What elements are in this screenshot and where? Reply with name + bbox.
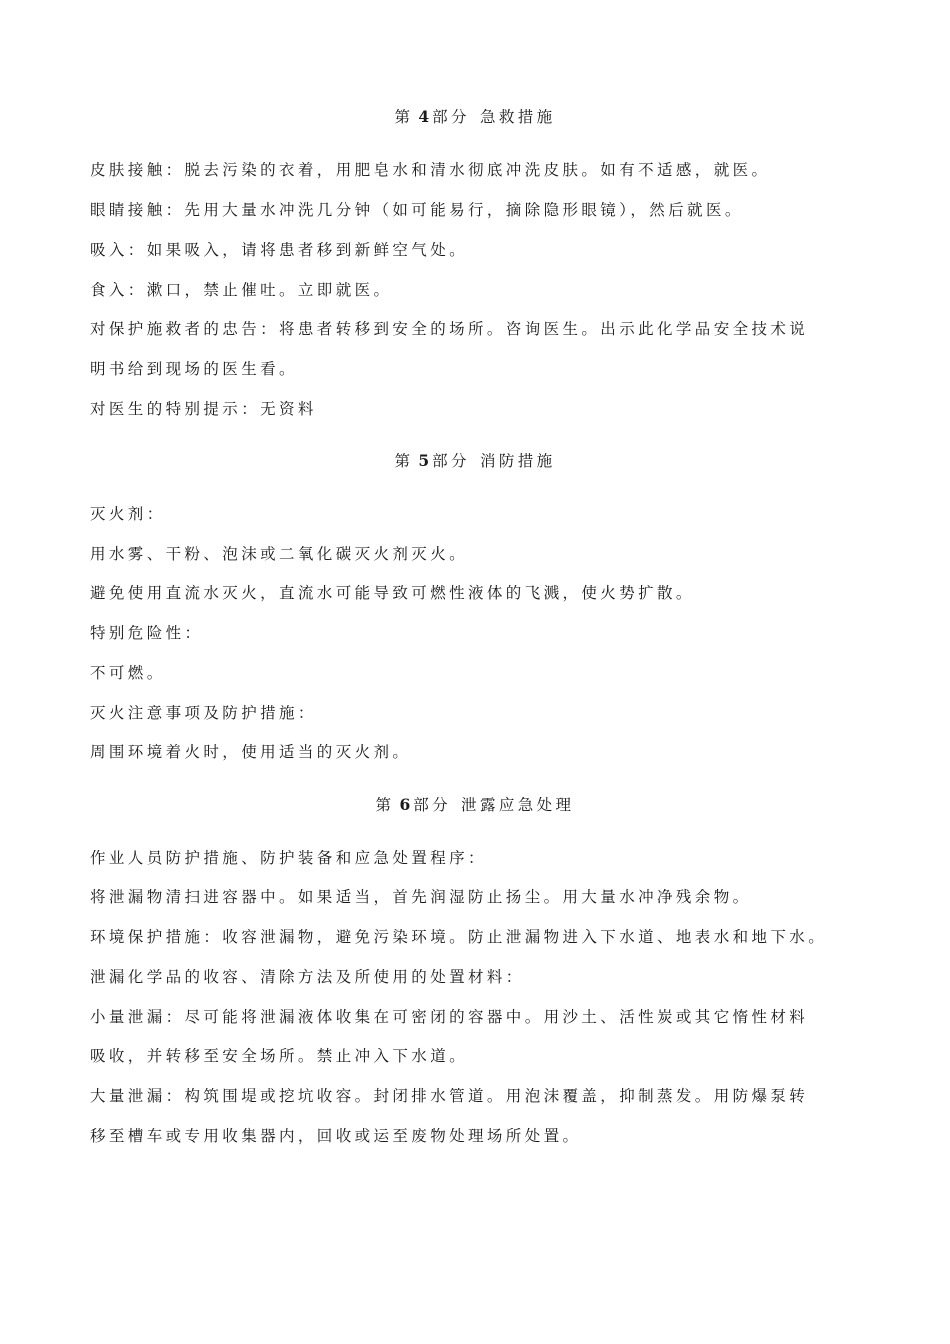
paragraph-line: 周围环境着火时，使用适当的灭火剂。: [90, 743, 412, 761]
heading-prefix: 第: [375, 796, 395, 814]
paragraph-line: 对保护施救者的忠告：将患者转移到安全的场所。咨询医生。出示此化学品安全技术说: [90, 320, 809, 338]
paragraph-line: 对医生的特别提示：无资料: [90, 400, 317, 418]
paragraph-line: 食入：漱口，禁止催吐。立即就医。: [90, 281, 393, 299]
heading-suffix: 部分: [432, 452, 470, 470]
section-heading-5: [0, 451, 950, 471]
paragraph-line: 移至槽车或专用收集器内，回收或运至废物处理场所处置。: [90, 1127, 582, 1145]
heading-title: 急救措施: [479, 108, 556, 126]
paragraph-line: 环境保护措施：收容泄漏物，避免污染环境。防止泄漏物进入下水道、地表水和地下水。: [90, 928, 828, 946]
heading-prefix: 第: [394, 452, 414, 470]
paragraph-line: 吸收，并转移至安全场所。禁止冲入下水道。: [90, 1047, 469, 1065]
paragraph-line: 不可燃。: [90, 664, 166, 682]
paragraph-line: 吸入：如果吸入，请将患者移到新鲜空气处。: [90, 241, 469, 259]
paragraph-line: 泄漏化学品的收容、清除方法及所使用的处置材料：: [90, 968, 525, 986]
section-heading-6: [0, 795, 950, 815]
heading-number: 6: [399, 795, 411, 814]
heading-suffix: 部分: [413, 796, 452, 814]
paragraph-line: 作业人员防护措施、防护装备和应急处置程序：: [90, 849, 487, 867]
heading-suffix: 部分: [432, 108, 470, 126]
paragraph-line: 将泄漏物清扫进容器中。如果适当，首先润湿防止扬尘。用大量水冲净残余物。: [90, 888, 752, 906]
heading-title: 泄露应急处理: [461, 796, 575, 814]
paragraph-line: 明书给到现场的医生看。: [90, 360, 298, 378]
heading-number: 5: [418, 451, 430, 470]
paragraph-line: 眼睛接触：先用大量水冲洗几分钟（如可能易行，摘除隐形眼镜），然后就医。: [90, 201, 744, 219]
paragraph-line: 特别危险性：: [90, 624, 204, 642]
paragraph-line: 用水雾、干粉、泡沫或二氧化碳灭火剂灭火。: [90, 545, 469, 563]
paragraph-line: 大量泄漏：构筑围堤或挖坑收容。封闭排水管道。用泡沫覆盖，抑制蒸发。用防爆泵转: [90, 1087, 809, 1105]
paragraph-line: 小量泄漏：尽可能将泄漏液体收集在可密闭的容器中。用沙土、活性炭或其它惰性材料: [90, 1008, 809, 1026]
paragraph-line: 灭火注意事项及防护措施：: [90, 704, 317, 722]
heading-prefix: 第: [394, 108, 414, 126]
paragraph-line: 灭火剂：: [90, 505, 166, 523]
heading-title: 消防措施: [479, 452, 556, 470]
paragraph-line: 避免使用直流水灭火，直流水可能导致可燃性液体的飞溅，使火势扩散。: [90, 584, 695, 602]
section-heading-4: [0, 107, 950, 127]
paragraph-line: 皮肤接触：脱去污染的衣着，用肥皂水和清水彻底冲洗皮肤。如有不适感，就医。: [90, 161, 771, 179]
heading-number: 4: [418, 107, 430, 126]
